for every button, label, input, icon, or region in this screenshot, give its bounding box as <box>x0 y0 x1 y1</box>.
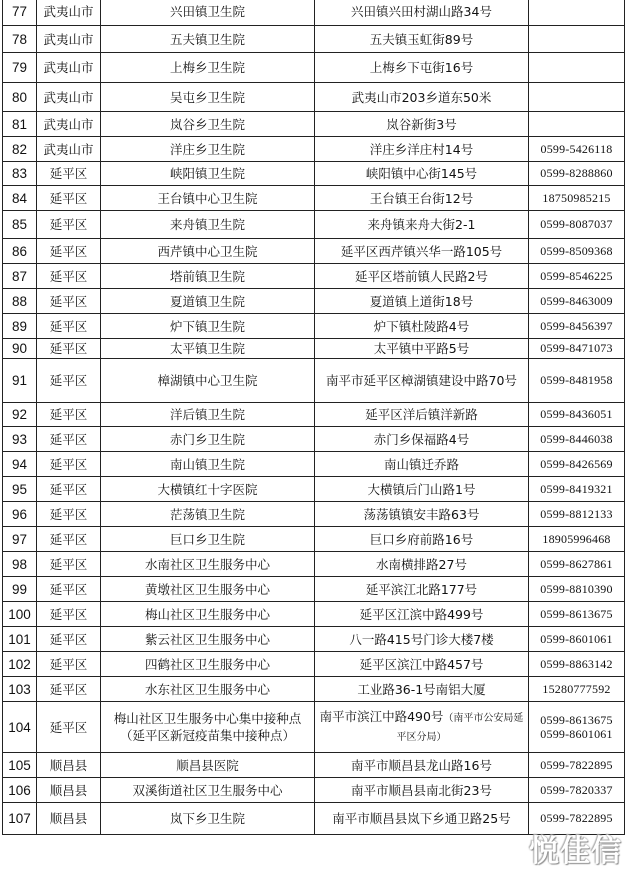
region-cell: 顺昌县 <box>37 803 101 835</box>
table-row <box>3 53 625 83</box>
row-number: 100 <box>3 602 37 627</box>
table-row <box>3 112 625 137</box>
facility-name-cell: 岚下乡卫生院 <box>101 803 315 835</box>
row-number: 92 <box>3 403 37 427</box>
phone-text: 0599-8613675 <box>540 713 613 727</box>
phone-cell: 0599-8481958 <box>529 359 625 403</box>
table-row <box>3 778 625 803</box>
phone-cell: 0599-8436051 <box>529 403 625 427</box>
table-row <box>3 452 625 477</box>
address-cell: 来舟镇来舟大街2-1 <box>315 211 529 239</box>
phone-cell: 18905996468 <box>529 527 625 552</box>
row-number: 87 <box>3 264 37 289</box>
table-row <box>3 339 625 359</box>
address-cell: 南平市顺昌县龙山路16号 <box>315 753 529 778</box>
address-cell: 赤门乡保福路4号 <box>315 427 529 452</box>
phone-cell: 0599-5426118 <box>529 137 625 162</box>
facility-name-cell: 夏道镇卫生院 <box>101 289 315 314</box>
address-cell: 延平区洋后镇洋新路 <box>315 403 529 427</box>
facility-name-cell: 塔前镇卫生院 <box>101 264 315 289</box>
region-cell: 延平区 <box>37 339 101 359</box>
address-cell: 峡阳镇中心街145号 <box>315 162 529 186</box>
table-row <box>3 211 625 239</box>
phone-cell: 0599-8627861 <box>529 552 625 577</box>
table-row <box>3 359 625 403</box>
phone-cell: 18750985215 <box>529 186 625 211</box>
phone-cell: 0599-8471073 <box>529 339 625 359</box>
region-cell: 延平区 <box>37 162 101 186</box>
table-row <box>3 289 625 314</box>
row-number: 89 <box>3 314 37 339</box>
address-cell: 八一路415号门诊大楼7楼 <box>315 627 529 652</box>
row-number: 82 <box>3 137 37 162</box>
table-row <box>3 83 625 112</box>
table-row <box>3 577 625 602</box>
address-cell: 王台镇王台街12号 <box>315 186 529 211</box>
table-row <box>3 162 625 186</box>
row-number: 83 <box>3 162 37 186</box>
address-cell <box>315 702 529 753</box>
table-row <box>3 527 625 552</box>
facility-name-cell: 太平镇卫生院 <box>101 339 315 359</box>
table-row <box>3 753 625 778</box>
facility-name-cell: 四鹤社区卫生服务中心 <box>101 652 315 677</box>
address-cell: 南平市顺昌县南北街23号 <box>315 778 529 803</box>
address-cell: 延平区塔前镇人民路2号 <box>315 264 529 289</box>
table-row <box>3 427 625 452</box>
facility-name-cell: 巨口乡卫生院 <box>101 527 315 552</box>
region-cell: 延平区 <box>37 552 101 577</box>
phone-cell: 0599-8546225 <box>529 264 625 289</box>
phone-cell: 0599-8419321 <box>529 477 625 502</box>
phone-cell: 0599-8446038 <box>529 427 625 452</box>
region-cell: 延平区 <box>37 677 101 702</box>
address-cell: 延平区江滨中路499号 <box>315 602 529 627</box>
region-cell: 延平区 <box>37 289 101 314</box>
address-text: 南平市滨江中路490号 <box>319 709 444 724</box>
table-row <box>3 552 625 577</box>
region-cell: 延平区 <box>37 359 101 403</box>
address-cell: 洋庄乡洋庄村14号 <box>315 137 529 162</box>
row-number: 98 <box>3 552 37 577</box>
region-cell: 延平区 <box>37 239 101 264</box>
table-row <box>3 403 625 427</box>
phone-cell <box>529 83 625 112</box>
table-row <box>3 264 625 289</box>
row-number: 90 <box>3 339 37 359</box>
address-cell: 上梅乡下屯街16号 <box>315 53 529 83</box>
facility-name-cell: 樟湖镇中心卫生院 <box>101 359 315 403</box>
facility-name-cell: 水南社区卫生服务中心 <box>101 552 315 577</box>
row-number: 84 <box>3 186 37 211</box>
address-note: （南平市公安局延平区分局） <box>396 713 524 743</box>
region-cell: 武夷山市 <box>37 112 101 137</box>
phone-text-secondary: 0599-8601061 <box>540 727 613 741</box>
facility-name-cell: 炉下镇卫生院 <box>101 314 315 339</box>
address-cell: 武夷山市203乡道东50米 <box>315 83 529 112</box>
address-cell: 巨口乡府前路16号 <box>315 527 529 552</box>
facility-name-cell: 兴田镇卫生院 <box>101 0 315 26</box>
phone-cell: 0599-8288860 <box>529 162 625 186</box>
table-row <box>3 652 625 677</box>
facility-name-cell: 上梅乡卫生院 <box>101 53 315 83</box>
region-cell: 延平区 <box>37 577 101 602</box>
facility-name-cell: 王台镇中心卫生院 <box>101 186 315 211</box>
row-number: 96 <box>3 502 37 527</box>
address-cell: 工业路36-1号南铝大厦 <box>315 677 529 702</box>
address-cell: 水南横排路27号 <box>315 552 529 577</box>
phone-cell <box>529 0 625 26</box>
table-row <box>3 186 625 211</box>
address-cell: 南平市延平区樟湖镇建设中路70号 <box>315 359 529 403</box>
phone-cell: 0599-8863142 <box>529 652 625 677</box>
row-number: 105 <box>3 753 37 778</box>
address-cell: 延平区滨江中路457号 <box>315 652 529 677</box>
region-cell: 武夷山市 <box>37 0 101 26</box>
address-cell: 南平市顺昌县岚下乡通卫路25号 <box>315 803 529 835</box>
address-cell: 炉下镇杜陵路4号 <box>315 314 529 339</box>
facility-name-cell: 五夫镇卫生院 <box>101 26 315 53</box>
address-cell: 荡荡镇镇安丰路63号 <box>315 502 529 527</box>
phone-cell: 0599-8812133 <box>529 502 625 527</box>
region-cell: 顺昌县 <box>37 753 101 778</box>
phone-cell <box>529 702 625 753</box>
region-cell: 延平区 <box>37 211 101 239</box>
facility-name-cell: 南山镇卫生院 <box>101 452 315 477</box>
phone-cell: 0599-8463009 <box>529 289 625 314</box>
row-number: 85 <box>3 211 37 239</box>
facility-name-cell: 顺昌县医院 <box>101 753 315 778</box>
phone-cell: 15280777592 <box>529 677 625 702</box>
region-cell: 延平区 <box>37 427 101 452</box>
region-cell: 延平区 <box>37 627 101 652</box>
row-number: 80 <box>3 83 37 112</box>
region-cell: 延平区 <box>37 652 101 677</box>
row-number: 102 <box>3 652 37 677</box>
phone-cell <box>529 112 625 137</box>
address-cell: 太平镇中平路5号 <box>315 339 529 359</box>
address-cell: 岚谷新街3号 <box>315 112 529 137</box>
facility-name-cell: 洋庄乡卫生院 <box>101 137 315 162</box>
row-number: 94 <box>3 452 37 477</box>
row-number: 81 <box>3 112 37 137</box>
clinic-table-body <box>3 0 625 835</box>
table-row <box>3 602 625 627</box>
table-row <box>3 26 625 53</box>
address-cell: 五夫镇玉虹街89号 <box>315 26 529 53</box>
row-number: 95 <box>3 477 37 502</box>
table-row <box>3 702 625 753</box>
phone-cell: 0599-7820337 <box>529 778 625 803</box>
row-number: 93 <box>3 427 37 452</box>
address-cell: 延平区西芹镇兴华一路105号 <box>315 239 529 264</box>
facility-name-cell: 来舟镇卫生院 <box>101 211 315 239</box>
region-cell: 延平区 <box>37 264 101 289</box>
facility-name-cell: 双溪街道社区卫生服务中心 <box>101 778 315 803</box>
row-number: 101 <box>3 627 37 652</box>
table-row <box>3 627 625 652</box>
region-cell: 延平区 <box>37 452 101 477</box>
table-row <box>3 137 625 162</box>
row-number: 79 <box>3 53 37 83</box>
row-number: 99 <box>3 577 37 602</box>
phone-cell: 0599-8426569 <box>529 452 625 477</box>
facility-name-cell: 紫云社区卫生服务中心 <box>101 627 315 652</box>
phone-cell: 0599-8601061 <box>529 627 625 652</box>
row-number: 86 <box>3 239 37 264</box>
region-cell: 延平区 <box>37 477 101 502</box>
address-cell: 兴田镇兴田村湖山路34号 <box>315 0 529 26</box>
facility-name-cell: 峡阳镇卫生院 <box>101 162 315 186</box>
facility-name-cell: 吴屯乡卫生院 <box>101 83 315 112</box>
region-cell: 武夷山市 <box>37 53 101 83</box>
facility-name-cell: 梅山社区卫生服务中心 <box>101 602 315 627</box>
facility-name-cell: 洋后镇卫生院 <box>101 403 315 427</box>
region-cell: 武夷山市 <box>37 83 101 112</box>
region-cell: 延平区 <box>37 527 101 552</box>
address-cell: 延平滨江北路177号 <box>315 577 529 602</box>
region-cell: 武夷山市 <box>37 137 101 162</box>
table-row <box>3 314 625 339</box>
row-number: 107 <box>3 803 37 835</box>
phone-cell: 0599-8456397 <box>529 314 625 339</box>
region-cell: 延平区 <box>37 186 101 211</box>
region-cell: 延平区 <box>37 314 101 339</box>
address-cell: 夏道镇上道街18号 <box>315 289 529 314</box>
region-cell: 延平区 <box>37 502 101 527</box>
phone-cell: 0599-7822895 <box>529 753 625 778</box>
row-number: 104 <box>3 702 37 753</box>
facility-name-cell: 大横镇红十字医院 <box>101 477 315 502</box>
row-number: 78 <box>3 26 37 53</box>
phone-cell: 0599-8613675 <box>529 602 625 627</box>
region-cell: 武夷山市 <box>37 26 101 53</box>
facility-name-cell: 梅山社区卫生服务中心集中接种点（延平区新冠疫苗集中接种点） <box>101 702 315 753</box>
table-row <box>3 677 625 702</box>
table-row <box>3 502 625 527</box>
row-number: 88 <box>3 289 37 314</box>
phone-cell <box>529 53 625 83</box>
region-cell: 顺昌县 <box>37 778 101 803</box>
table-row <box>3 239 625 264</box>
row-number: 103 <box>3 677 37 702</box>
row-number: 106 <box>3 778 37 803</box>
facility-name-cell: 茫荡镇卫生院 <box>101 502 315 527</box>
address-cell: 南山镇迁乔路 <box>315 452 529 477</box>
region-cell: 延平区 <box>37 702 101 753</box>
watermark-logo: 悦佳信 <box>529 834 622 869</box>
row-number: 77 <box>3 0 37 26</box>
clinic-table <box>2 0 625 835</box>
facility-name-cell: 岚谷乡卫生院 <box>101 112 315 137</box>
row-number: 97 <box>3 527 37 552</box>
address-cell: 大横镇后门山路1号 <box>315 477 529 502</box>
region-cell: 延平区 <box>37 602 101 627</box>
row-number: 91 <box>3 359 37 403</box>
phone-cell: 0599-7822895 <box>529 803 625 835</box>
facility-name-cell: 黄墩社区卫生服务中心 <box>101 577 315 602</box>
table-row <box>3 477 625 502</box>
phone-cell: 0599-8087037 <box>529 211 625 239</box>
region-cell: 延平区 <box>37 403 101 427</box>
facility-name-cell: 西芹镇中心卫生院 <box>101 239 315 264</box>
phone-cell: 0599-8810390 <box>529 577 625 602</box>
phone-cell <box>529 26 625 53</box>
facility-name-cell: 赤门乡卫生院 <box>101 427 315 452</box>
table-row <box>3 0 625 26</box>
facility-name-cell: 水东社区卫生服务中心 <box>101 677 315 702</box>
phone-cell: 0599-8509368 <box>529 239 625 264</box>
